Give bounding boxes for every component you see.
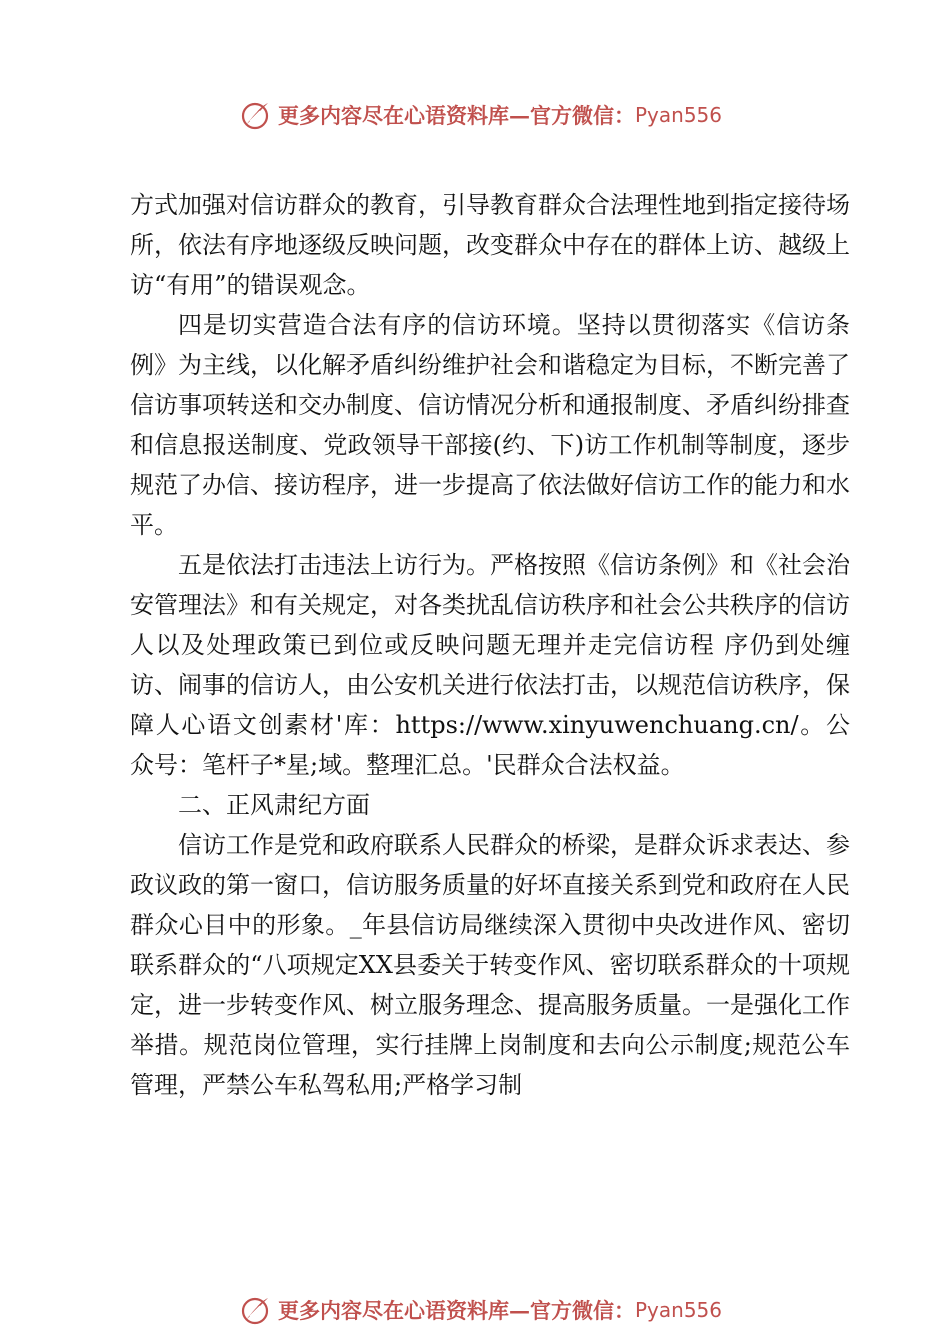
- quill-logo-icon: [240, 1294, 272, 1326]
- header-banner: [240, 95, 740, 135]
- footer-banner-id: Pyan556: [635, 1298, 723, 1322]
- paragraph-five: 五是依法打击违法上访行为。严格按照《信访条例》和《社会治安管理法》和有关规定，对各类扰乱信访秩序和社会公共秩序的信访人以及处理政策已到位或反映问题无理并走完信访程 序仍到处缠访、闹事的信访人，由公安机关进行依法打击，以规范信访秩序，保障人心语文创素材'库：https://www.xinyuwenchuang.cn/。公众号：笔杆子*星;域。整理汇总。'民群众合法权益。: [130, 551, 850, 779]
- paragraph-continuation: 方式加强对信访群众的教育，引导教育群众合法理性地到指定接待场所，依法有序地逐级反映问题，改变群众中存在的群体上访、越级上访“有用”的错误观念。: [130, 191, 850, 299]
- header-banner-text: 更多内容尽在心语资料库—官方微信：: [278, 103, 635, 128]
- paragraph-four: 四是切实营造合法有序的信访环境。坚持以贯彻落实《信访条例》为主线，以化解矛盾纠纷维护社会和谐稳定为目标，不断完善了信访事项转送和交办制度、信访情况分析和通报制度、矛盾纠纷排查和信息报送制度、党政领导干部接(约、下)访工作机制等制度，逐步规范了办信、接访程序，进一步提高了依法做好信访工作的能力和水平。: [130, 311, 850, 539]
- footer-banner-text: 更多内容尽在心语资料库—官方微信：: [278, 1298, 635, 1323]
- quill-logo-icon: [240, 99, 272, 131]
- paragraph-section-body: 信访工作是党和政府联系人民群众的桥梁，是群众诉求表达、参政议政的第一窗口，信访服务质量的好坏直接关系到党和政府在人民群众心目中的形象。_年县信访局继续深入贯彻中央改进作风、密切联系群众的“八项规定XX县委关于转变作风、密切联系群众的十项规定，进一步转变作风、树立服务理念、提高服务质量。一是强化工作举措。规范岗位管理，实行挂牌上岗制度和去向公示制度;规范公车管理，严禁公车私驾私用;严格学习制: [130, 831, 850, 1099]
- document-body: [130, 185, 850, 1105]
- footer-banner: [240, 1290, 740, 1330]
- section-heading: 二、正风肃纪方面: [178, 791, 370, 819]
- header-banner-id: Pyan556: [635, 103, 723, 127]
